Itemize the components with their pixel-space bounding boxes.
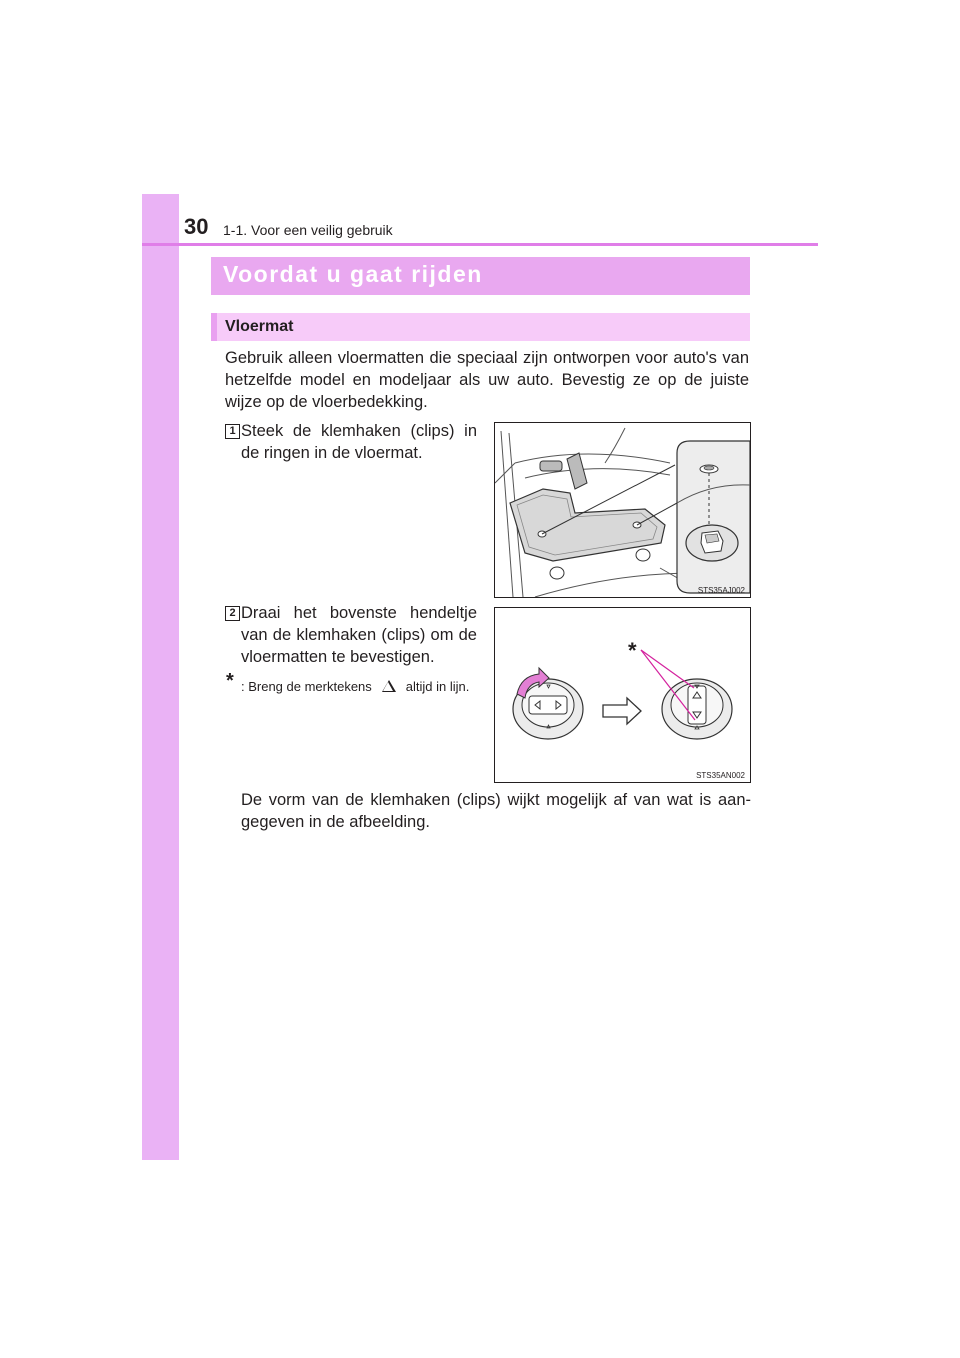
page-number: 30 xyxy=(184,214,209,239)
step-number-2: 2 xyxy=(225,606,240,621)
intro-paragraph: Gebruik alleen vloermatten die speciaal zijn ontworpen voor auto's van hetzelfde model en modeljaar als uw auto. Bevestig ze op de juiste wijze op de vloerbedekking. xyxy=(225,349,749,411)
closing-paragraph: De vorm van de klemhaken (clips) wijkt mogelijk af van wat is aan-gegeven in de afbeelding. xyxy=(241,791,751,831)
subsection-title: Vloermat xyxy=(225,318,294,335)
note-asterisk: * xyxy=(226,670,234,692)
triangle-mark-icon xyxy=(382,680,396,692)
step-1-text: Steek de klemhaken (clips) in de ringen in de vloermat. xyxy=(241,422,477,462)
floor-mat-illustration xyxy=(495,423,750,597)
chapter-heading: 1-1. Voor een veilig gebruik xyxy=(223,222,393,238)
note-text xyxy=(241,678,477,696)
clip-rotation-illustration xyxy=(495,608,750,782)
figure-clip-rotation xyxy=(494,607,751,783)
note-prefix: : Breng de merktekens xyxy=(241,679,372,694)
step-number-1: 1 xyxy=(225,424,240,439)
section-title: Voordat u gaat rijden xyxy=(223,261,483,287)
figure-asterisk: * xyxy=(628,638,637,663)
figure-code: STS35AN002 xyxy=(696,771,745,780)
figure-floor-mat-clips xyxy=(494,422,751,598)
figure-code: STS35AJ002 xyxy=(697,586,745,595)
chapter-sidebar-tab xyxy=(142,194,179,1160)
note-suffix: altijd in lijn. xyxy=(405,679,470,694)
step-2-text: Draai het bovenste hendeltje van de klemhaken (clips) om de vloermatten te bevestigen. xyxy=(241,604,477,666)
header-rule xyxy=(142,243,818,246)
